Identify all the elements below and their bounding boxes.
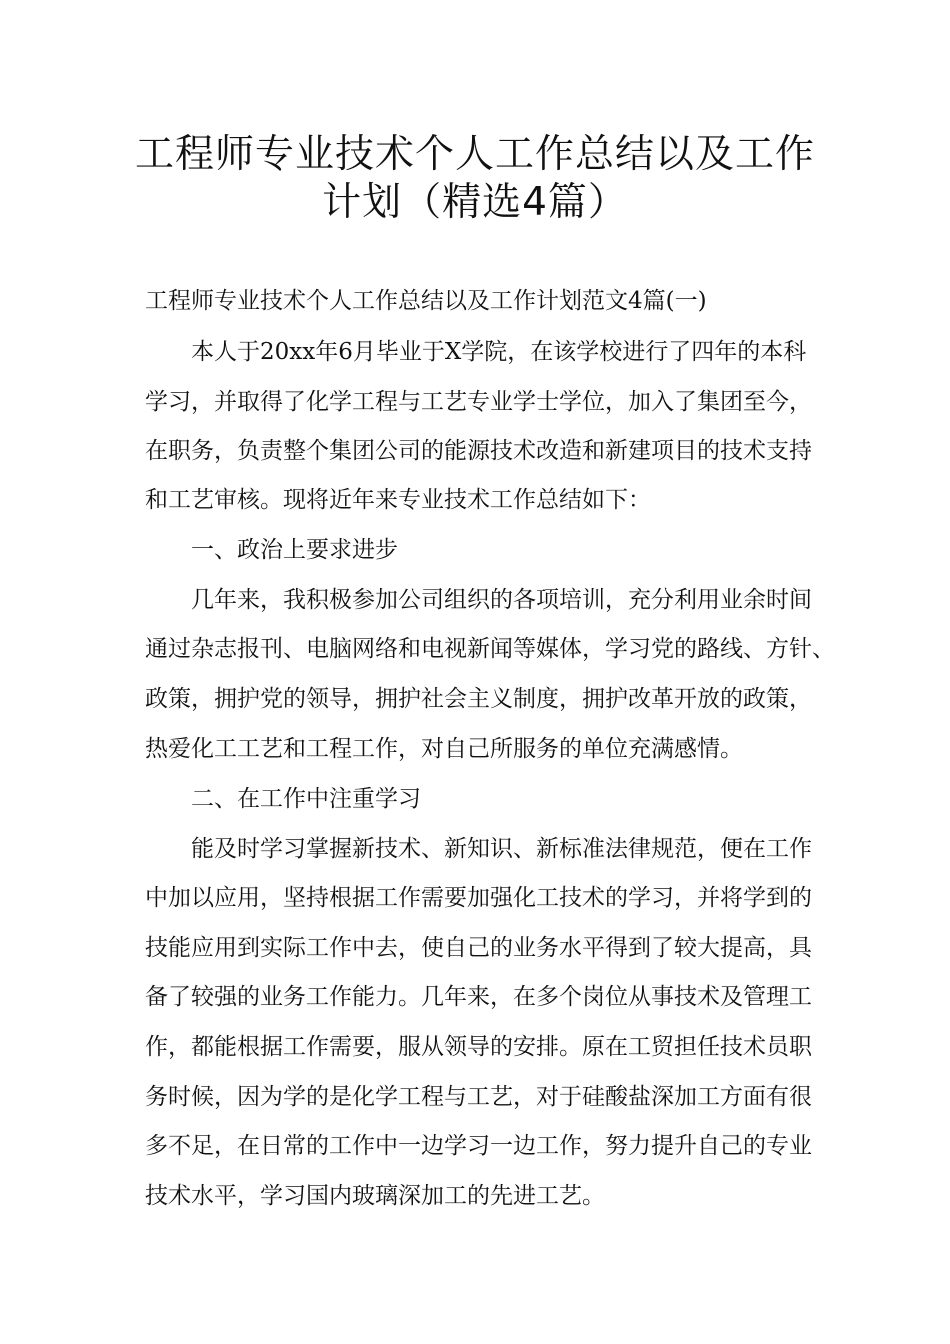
paragraph-line: 技术水平，学习国内玻璃深加工的先进工艺。 — [145, 1183, 605, 1209]
paragraph-line: 通过杂志报刊、电脑网络和电视新闻等媒体，学习党的路线、方针、 — [145, 636, 835, 662]
paragraph-line: 作，都能根据工作需要，服从领导的安排。原在工贸担任技术员职 — [145, 1034, 812, 1060]
paragraph-line: 技能应用到实际工作中去，使自己的业务水平得到了较大提高，具 — [145, 935, 812, 961]
section-heading-article-1: 工程师专业技术个人工作总结以及工作计划范文4篇(一) — [145, 288, 707, 314]
subheading-learning: 二、在工作中注重学习 — [145, 786, 421, 812]
paragraph-line: 备了较强的业务工作能力。几年来，在多个岗位从事技术及管理工 — [145, 984, 812, 1010]
paragraph-line: 和工艺审核。现将近年来专业技术工作总结如下： — [145, 487, 651, 513]
paragraph-line: 政策，拥护党的领导，拥护社会主义制度，拥护改革开放的政策， — [145, 686, 812, 712]
paragraph-line: 几年来，我积极参加公司组织的各项培训，充分利用业余时间 — [145, 587, 812, 613]
paragraph-line: 多不足，在日常的工作中一边学习一边工作，努力提升自己的专业 — [145, 1133, 812, 1159]
subheading-politics: 一、政治上要求进步 — [145, 537, 398, 563]
document-title-line-2: 计划（精选4篇） — [322, 180, 628, 225]
paragraph-line: 中加以应用，坚持根据工作需要加强化工技术的学习，并将学到的 — [145, 885, 812, 911]
paragraph-line: 在职务，负责整个集团公司的能源技术改造和新建项目的技术支持 — [145, 438, 812, 464]
paragraph-line: 学习，并取得了化学工程与工艺专业学士学位，加入了集团至今， — [145, 389, 812, 415]
paragraph-line: 能及时学习掌握新技术、新知识、新标准法律规范，便在工作 — [145, 836, 812, 862]
paragraph-line: 本人于20xx年6月毕业于X学院，在该学校进行了四年的本科 — [145, 339, 807, 365]
paragraph-line: 热爱化工工艺和工程工作，对自己所服务的单位充满感情。 — [145, 736, 743, 762]
paragraph-line: 务时候，因为学的是化学工程与工艺，对于硅酸盐深加工方面有很 — [145, 1084, 812, 1110]
document-title-line-1: 工程师专业技术个人工作总结以及工作 — [134, 132, 815, 177]
